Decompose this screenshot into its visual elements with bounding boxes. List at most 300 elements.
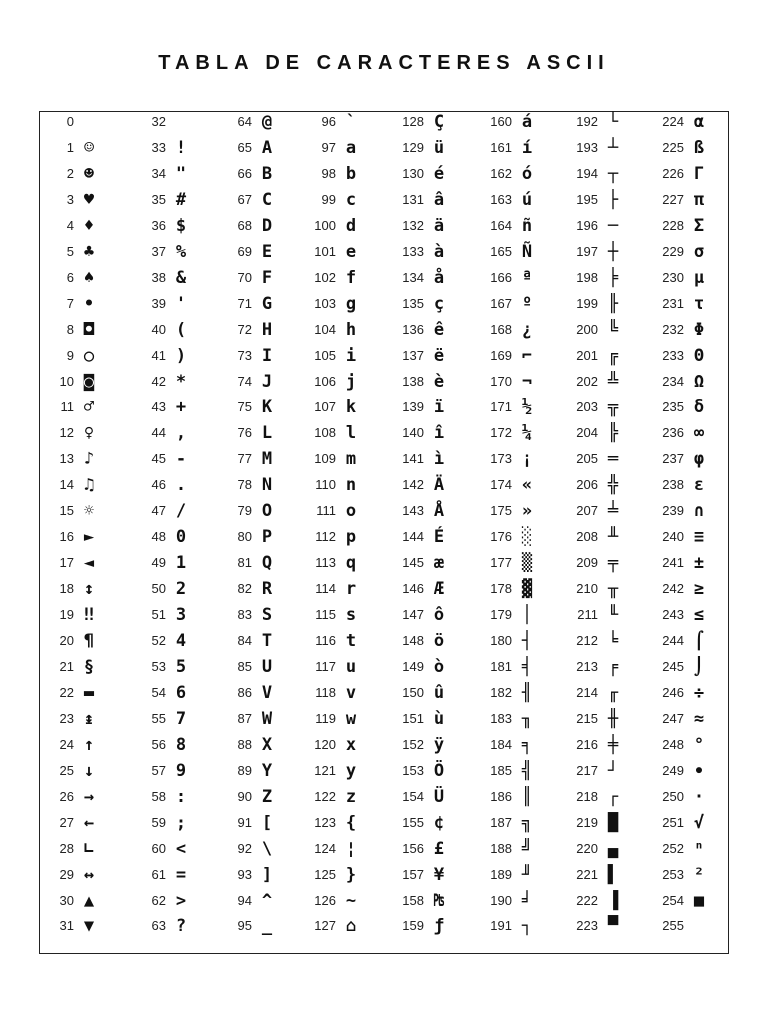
- char-glyph: $: [175, 215, 187, 236]
- char-glyph: ▀: [607, 916, 619, 937]
- char-code: 221: [576, 866, 598, 882]
- char-glyph: V: [261, 682, 273, 703]
- char-glyph: a: [345, 137, 357, 158]
- char-code: 43: [151, 399, 166, 415]
- char-glyph: <: [175, 838, 187, 859]
- char-code: 66: [237, 165, 252, 181]
- char-glyph: (: [175, 319, 187, 340]
- char-glyph: ^: [261, 890, 273, 911]
- char-code: 233: [662, 347, 684, 363]
- char-glyph: ╒: [607, 656, 619, 677]
- char-glyph: 3: [175, 605, 187, 626]
- char-glyph: ▄: [607, 838, 619, 859]
- char-code: 254: [662, 892, 684, 908]
- char-code: 36: [151, 217, 166, 233]
- char-code: 181: [490, 658, 512, 674]
- char-code: 149: [402, 658, 424, 674]
- char-code: 203: [576, 399, 598, 415]
- char-glyph: d: [345, 215, 357, 236]
- char-glyph: ü: [433, 137, 445, 158]
- char-code: 164: [490, 217, 512, 233]
- char-glyph: ·: [693, 786, 705, 807]
- char-code: 185: [490, 762, 512, 778]
- char-code: 29: [59, 866, 74, 882]
- char-code: 99: [321, 191, 336, 207]
- char-code: 155: [402, 814, 424, 830]
- char-glyph: [: [261, 812, 273, 833]
- char-code: 61: [151, 866, 166, 882]
- char-glyph: ¶: [83, 631, 95, 651]
- char-glyph: Ñ: [521, 241, 533, 262]
- char-code: 25: [59, 762, 74, 778]
- char-glyph: O: [261, 501, 273, 522]
- char-glyph: ═: [607, 449, 619, 470]
- char-code: 147: [402, 607, 424, 623]
- char-code: 26: [59, 788, 74, 804]
- char-code: 137: [402, 347, 424, 363]
- char-glyph: ╬: [607, 475, 619, 496]
- char-code: 107: [314, 399, 336, 415]
- char-code: 130: [402, 165, 424, 181]
- char-code: 48: [151, 529, 166, 545]
- char-code: 80: [237, 529, 252, 545]
- char-glyph: e: [345, 241, 357, 262]
- char-code: 11: [60, 399, 74, 415]
- char-glyph: π: [693, 189, 705, 210]
- char-code: 172: [490, 425, 512, 441]
- char-code: 16: [59, 529, 74, 545]
- char-code: 178: [490, 581, 512, 597]
- char-glyph: s: [345, 605, 357, 626]
- char-glyph: ○: [83, 345, 95, 366]
- char-glyph: ∞: [693, 423, 705, 444]
- char-glyph: k: [345, 397, 357, 418]
- char-code: 126: [314, 892, 336, 908]
- char-code: 191: [490, 918, 512, 934]
- char-code: 160: [490, 114, 512, 129]
- char-glyph: ñ: [521, 215, 533, 236]
- char-glyph: ┌: [607, 786, 619, 807]
- char-glyph: Ç: [433, 112, 445, 132]
- char-glyph: 0: [175, 527, 187, 548]
- char-glyph: Ω: [693, 371, 705, 392]
- char-glyph: -: [175, 449, 187, 470]
- char-code: 69: [237, 243, 252, 259]
- char-glyph: ⌐: [521, 345, 533, 366]
- char-glyph: 2: [175, 579, 187, 600]
- char-glyph: l: [345, 423, 357, 444]
- char-glyph: X: [261, 734, 273, 755]
- char-glyph: !: [175, 137, 187, 158]
- char-glyph: Θ: [693, 345, 705, 366]
- char-code: 122: [314, 788, 336, 804]
- char-code: 153: [402, 762, 424, 778]
- char-glyph: =: [175, 864, 187, 885]
- char-glyph: ε: [693, 475, 705, 496]
- char-code: 134: [402, 269, 424, 285]
- char-glyph: ‼: [83, 605, 95, 626]
- char-glyph: ⌠: [693, 631, 705, 651]
- char-glyph: ï: [433, 397, 445, 418]
- char-code: 205: [576, 451, 598, 467]
- char-code: 47: [151, 503, 166, 519]
- char-glyph: ⌡: [693, 656, 705, 677]
- char-glyph: Ö: [433, 760, 445, 781]
- char-glyph: ▒: [521, 553, 533, 574]
- char-code: 40: [151, 321, 166, 337]
- char-glyph: ♦: [83, 215, 95, 236]
- char-glyph: g: [345, 293, 357, 314]
- char-glyph: ╙: [607, 605, 619, 626]
- char-code: 14: [59, 477, 74, 493]
- char-code: 131: [402, 191, 424, 207]
- char-glyph: ': [175, 293, 187, 314]
- char-code: 240: [662, 529, 684, 545]
- char-glyph: j: [345, 371, 357, 392]
- char-code: 214: [576, 684, 598, 700]
- char-code: 2: [66, 165, 74, 181]
- char-code: 212: [576, 633, 598, 648]
- char-glyph: ≥: [693, 579, 705, 600]
- char-code: 111: [316, 503, 336, 519]
- char-code: 8: [66, 321, 74, 337]
- char-glyph: N: [261, 475, 273, 496]
- char-code: 225: [662, 139, 684, 155]
- page-title: TABLA DE CARACTERES ASCII: [158, 52, 610, 74]
- char-glyph: τ: [693, 293, 705, 314]
- char-glyph: ì: [433, 449, 445, 470]
- char-code: 218: [576, 788, 598, 804]
- char-code: 41: [151, 347, 166, 363]
- char-code: 173: [490, 451, 512, 467]
- char-glyph: Æ: [433, 579, 445, 600]
- char-code: 31: [59, 918, 74, 934]
- char-glyph: ²: [693, 864, 705, 885]
- char-code: 144: [402, 529, 424, 545]
- char-code: 249: [662, 762, 684, 778]
- char-glyph: w: [345, 708, 357, 729]
- char-code: 4: [66, 217, 74, 233]
- char-glyph: ]: [261, 864, 273, 885]
- char-glyph: ": [175, 163, 187, 184]
- char-glyph: C: [261, 189, 273, 210]
- char-code: 52: [151, 633, 166, 648]
- char-glyph: í: [521, 137, 533, 158]
- char-code: 196: [576, 217, 598, 233]
- char-code: 128: [402, 114, 424, 129]
- char-code: 119: [315, 710, 336, 726]
- char-code: 65: [237, 139, 252, 155]
- char-glyph: R: [261, 579, 273, 600]
- char-glyph: ╛: [521, 890, 533, 911]
- char-glyph: ♫: [83, 475, 95, 496]
- char-code: 217: [576, 762, 598, 778]
- char-code: 231: [662, 295, 684, 311]
- char-code: 167: [490, 295, 512, 311]
- char-code: 112: [315, 529, 336, 545]
- char-glyph: ☼: [83, 501, 95, 522]
- char-code: 132: [402, 217, 424, 233]
- char-code: 81: [237, 555, 252, 571]
- char-glyph: H: [261, 319, 273, 340]
- char-code: 230: [662, 269, 684, 285]
- char-glyph: n: [345, 475, 357, 496]
- char-code: 76: [237, 425, 252, 441]
- char-glyph: Φ: [693, 319, 705, 340]
- char-code: 219: [576, 814, 598, 830]
- char-code: 187: [490, 814, 512, 830]
- char-code: 242: [662, 581, 684, 597]
- char-glyph: ô: [433, 605, 445, 626]
- char-glyph: ╩: [607, 371, 619, 392]
- char-code: 168: [490, 321, 512, 337]
- char-code: 161: [490, 139, 512, 155]
- char-code: 84: [237, 633, 252, 648]
- char-code: 90: [237, 788, 252, 804]
- char-code: 12: [59, 425, 74, 441]
- char-code: 157: [402, 866, 424, 882]
- char-code: 21: [59, 658, 74, 674]
- char-code: 85: [237, 658, 252, 674]
- char-code: 188: [490, 840, 512, 856]
- char-glyph: 5: [175, 656, 187, 677]
- char-glyph: U: [261, 656, 273, 677]
- char-glyph: }: [345, 864, 357, 885]
- char-glyph: ░: [521, 527, 533, 548]
- char-code: 133: [402, 243, 424, 259]
- char-glyph: ó: [521, 163, 533, 184]
- char-code: 162: [490, 165, 512, 181]
- char-glyph: y: [345, 760, 357, 781]
- char-glyph: »: [521, 501, 533, 522]
- char-code: 177: [490, 555, 512, 571]
- char-glyph: z: [345, 786, 357, 807]
- char-code: 156: [402, 840, 424, 856]
- char-glyph: ↑: [83, 734, 95, 755]
- char-code: 158: [402, 892, 424, 908]
- char-code: 96: [321, 114, 336, 129]
- char-code: 227: [662, 191, 684, 207]
- char-code: 24: [59, 736, 74, 752]
- char-code: 79: [237, 503, 252, 519]
- char-code: 150: [402, 684, 424, 700]
- char-glyph: o: [345, 501, 357, 522]
- char-glyph: u: [345, 656, 357, 677]
- char-glyph: ├: [607, 189, 619, 210]
- char-glyph: ∩: [693, 501, 705, 522]
- char-glyph: Q: [261, 553, 273, 574]
- char-code: 238: [662, 477, 684, 493]
- char-glyph: ╟: [607, 293, 619, 314]
- char-code: 198: [576, 269, 598, 285]
- char-code: 117: [315, 658, 336, 674]
- char-code: 202: [576, 373, 598, 389]
- char-code: 64: [237, 114, 252, 129]
- char-code: 23: [59, 710, 74, 726]
- char-code: 251: [662, 814, 684, 830]
- char-code: 108: [314, 425, 336, 441]
- char-glyph: ╧: [607, 501, 619, 522]
- char-code: 179: [490, 607, 512, 623]
- char-code: 244: [662, 633, 684, 648]
- char-glyph: É: [433, 527, 445, 548]
- char-glyph: ç: [433, 293, 445, 314]
- char-code: 38: [151, 269, 166, 285]
- char-glyph: ë: [433, 345, 445, 366]
- char-code: 102: [314, 269, 336, 285]
- char-code: 104: [314, 321, 336, 337]
- char-code: 3: [66, 191, 74, 207]
- char-code: 141: [402, 451, 424, 467]
- char-glyph: b: [345, 163, 357, 184]
- char-glyph: S: [261, 605, 273, 626]
- char-glyph: è: [433, 371, 445, 392]
- char-glyph: J: [261, 371, 273, 392]
- char-glyph: ¬: [521, 371, 533, 392]
- char-code: 206: [576, 477, 598, 493]
- char-glyph: c: [345, 189, 357, 210]
- char-glyph: ): [175, 345, 187, 366]
- char-glyph: ↓: [83, 760, 95, 781]
- char-glyph: ₧: [433, 890, 445, 911]
- char-glyph: ¢: [433, 812, 445, 833]
- char-glyph: â: [433, 189, 445, 210]
- char-code: 95: [237, 918, 252, 934]
- char-glyph: 4: [175, 631, 187, 651]
- char-code: 171: [490, 399, 512, 415]
- char-glyph: ♀: [83, 423, 95, 444]
- char-code: 92: [237, 840, 252, 856]
- char-glyph: f: [345, 267, 357, 288]
- char-glyph: ╣: [521, 760, 533, 781]
- char-code: 207: [576, 503, 598, 519]
- char-code: 20: [59, 633, 74, 648]
- char-code: 190: [490, 892, 512, 908]
- char-glyph: ╕: [521, 734, 533, 755]
- char-code: 58: [151, 788, 166, 804]
- char-glyph: ↨: [83, 708, 95, 729]
- char-code: 129: [402, 139, 424, 155]
- char-code: 176: [490, 529, 512, 545]
- char-glyph: ─: [607, 215, 619, 236]
- char-glyph: █: [607, 812, 619, 833]
- char-code: 83: [237, 607, 252, 623]
- char-glyph: ▼: [83, 916, 95, 937]
- char-code: 239: [662, 503, 684, 519]
- char-code: 192: [576, 114, 598, 129]
- char-code: 136: [402, 321, 424, 337]
- char-code: 184: [490, 736, 512, 752]
- char-code: 115: [315, 607, 336, 623]
- char-code: 145: [402, 555, 424, 571]
- char-code: 9: [66, 347, 74, 363]
- char-code: 215: [576, 710, 598, 726]
- char-code: 110: [315, 477, 336, 493]
- char-code: 189: [490, 866, 512, 882]
- char-code: 142: [402, 477, 424, 493]
- char-code: 216: [576, 736, 598, 752]
- char-code: 166: [490, 269, 512, 285]
- char-glyph: φ: [693, 449, 705, 470]
- char-glyph: ☺: [83, 137, 95, 158]
- char-glyph: L: [261, 423, 273, 444]
- char-glyph: º: [521, 293, 533, 314]
- char-code: 246: [662, 684, 684, 700]
- char-code: 93: [237, 866, 252, 882]
- char-code: 35: [151, 191, 166, 207]
- char-glyph: ╪: [607, 734, 619, 755]
- char-code: 22: [59, 684, 74, 700]
- char-code: 165: [490, 243, 512, 259]
- char-glyph: ♂: [83, 397, 95, 418]
- char-glyph: ┼: [607, 241, 619, 262]
- char-code: 6: [66, 269, 74, 285]
- char-glyph: á: [521, 112, 533, 132]
- char-code: 59: [151, 814, 166, 830]
- char-code: 237: [662, 451, 684, 467]
- char-code: 53: [151, 658, 166, 674]
- char-code: 248: [662, 736, 684, 752]
- char-glyph: M: [261, 449, 273, 470]
- char-glyph: D: [261, 215, 273, 236]
- char-code: 97: [321, 139, 336, 155]
- char-glyph: →: [83, 786, 95, 807]
- char-code: 159: [402, 918, 424, 934]
- char-glyph: A: [261, 137, 273, 158]
- char-code: 170: [490, 373, 512, 389]
- char-glyph: \: [261, 838, 273, 859]
- char-code: 103: [314, 295, 336, 311]
- char-code: 232: [662, 321, 684, 337]
- char-glyph: K: [261, 397, 273, 418]
- char-code: 236: [662, 425, 684, 441]
- char-glyph: ☻: [83, 163, 95, 184]
- char-glyph: ╔: [607, 345, 619, 366]
- char-code: 42: [151, 373, 166, 389]
- char-glyph: σ: [693, 241, 705, 262]
- char-code: 175: [490, 503, 512, 519]
- char-glyph: ∙: [693, 760, 705, 781]
- char-code: 94: [237, 892, 252, 908]
- char-code: 152: [402, 736, 424, 752]
- char-code: 208: [576, 529, 598, 545]
- char-glyph: ,: [175, 423, 187, 444]
- char-code: 253: [662, 866, 684, 882]
- char-code: 113: [315, 555, 336, 571]
- char-glyph: ►: [83, 527, 95, 548]
- char-glyph: ≈: [693, 708, 705, 729]
- char-code: 51: [151, 607, 166, 623]
- char-code: 86: [237, 684, 252, 700]
- char-glyph: └: [607, 112, 619, 132]
- char-code: 204: [576, 425, 598, 441]
- char-code: 135: [402, 295, 424, 311]
- char-glyph: ÷: [693, 682, 705, 703]
- char-code: 82: [237, 581, 252, 597]
- char-code: 72: [237, 321, 252, 337]
- char-code: 124: [314, 840, 336, 856]
- char-glyph: ⌂: [345, 916, 357, 937]
- char-code: 210: [576, 581, 598, 597]
- char-code: 255: [662, 918, 684, 934]
- char-code: 60: [151, 840, 166, 856]
- char-glyph: G: [261, 293, 273, 314]
- char-glyph: ¿: [521, 319, 533, 340]
- char-code: 118: [315, 684, 336, 700]
- char-code: 46: [151, 477, 166, 493]
- char-code: 151: [402, 710, 424, 726]
- char-glyph: ◘: [83, 319, 95, 340]
